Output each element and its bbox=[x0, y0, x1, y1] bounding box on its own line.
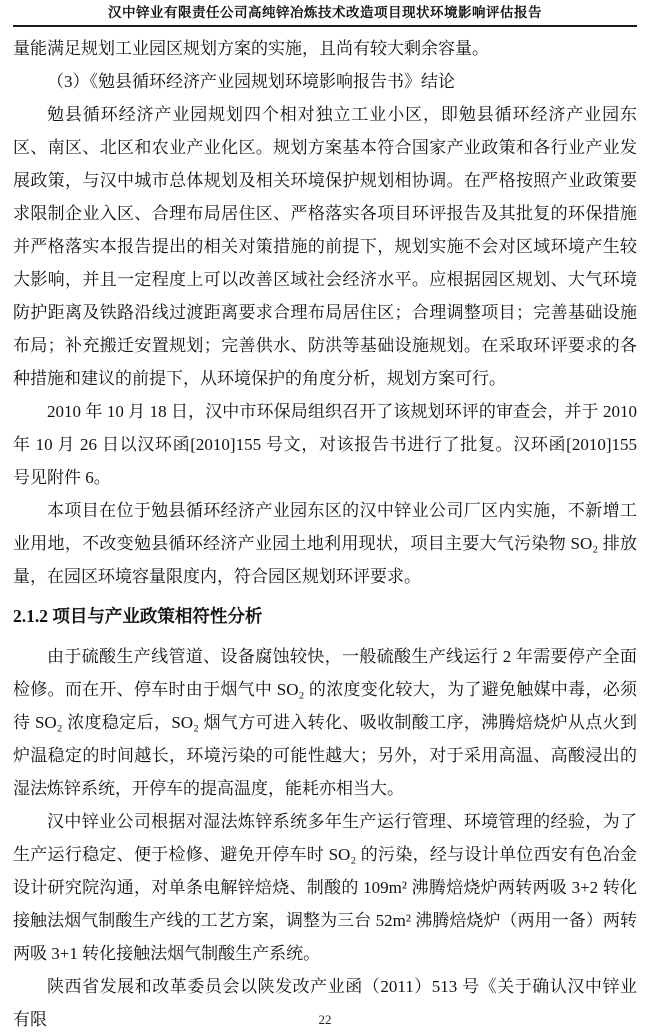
page-number: 22 bbox=[318, 1012, 332, 1027]
body-paragraph-process-adjustment: 汉中锌业公司根据对湿法炼锌系统多年生产运行管理、环境管理的经验，为了生产运行稳定、便于检修、避免开停车时 SO₂ 的污染，经与设计单位西安有色冶金设计研究院沟通，对单条电解锌焙烧、制酸的 109m² 沸腾焙烧炉两转两吸 3+2 转化接触法烟气制酸生产线的工艺方案，调整为三台 52m² 沸腾焙烧炉（两用一备）两转两吸 3+1 转化接触法烟气制酸生产系统。 bbox=[13, 812, 637, 963]
body-paragraph-ndrc-letter: 陕西省发展和改革委员会以陕发改产业函（2011）513 号《关于确认汉中锌业有限 bbox=[13, 977, 637, 1029]
body-paragraph-acid-line-maintenance: 由于硫酸生产线管道、设备腐蚀较快，一般硫酸生产线运行 2 年需要停产全面检修。而在开、停车时由于烟气中 SO₂ 的浓度变化较大，为了避免触媒中毒，必须待 SO₂ 浓度稳定后，SO₂ 烟气方可进入转化、吸收制酸工序，沸腾焙烧炉从点火到炉温稳定的时间越长，环境污染的可能性越大；另外，对于采用高温、高酸浸出的湿法炼锌系统，开停车的提高温度，能耗亦相当大。 bbox=[13, 647, 637, 798]
section-heading-2-1-2: 2.1.2 项目与产业政策相符性分析 bbox=[13, 606, 263, 626]
body-paragraph-park-planning: 勉县循环经济产业园规划四个相对独立工业小区，即勉县循环经济产业园东区、南区、北区和农业产业化区。规划方案基本符合国家产业政策和各行业产业发展政策，与汉中城市总体规划及相关环境保护规划相协调。在严格按照产业政策要求限制企业入区、合理布局居住区、严格落实各项目环评报告及其批复的环保措施并严格落实本报告提出的相关对策措施的前提下，规划实施不会对区域环境产生较大影响，并且一定程度上可以改善区域社会经济水平。应根据园区规划、大气环境防护距离及铁路沿线过渡距离要求合理布局居住区；合理调整项目；完善基础设施布局；补充搬迁安置规划；完善供水、防洪等基础设施规划。在采取环评要求的各种措施和建议的前提下，从环境保护的角度分析，规划方案可行。 bbox=[13, 105, 637, 388]
body-paragraph-continuation: 量能满足规划工业园区规划方案的实施，且尚有较大剩余容量。 bbox=[13, 39, 489, 58]
document-body bbox=[13, 32, 637, 1035]
body-paragraph-conclusion-label: （3）《勉县循环经济产业园规划环境影响报告书》结论 bbox=[47, 72, 455, 91]
body-paragraph-project-location: 本项目在位于勉县循环经济产业园东区的汉中锌业公司厂区内实施，不新增工业用地，不改变勉县循环经济产业园土地利用现状，项目主要大气污染物 SO₂ 排放量，在园区环境容量限度内，符合园区规划环评要求。 bbox=[13, 501, 637, 586]
running-header: 汉中锌业有限责任公司高纯锌冶炼技术改造项目现状环境影响评估报告 bbox=[13, 0, 637, 27]
body-paragraph-approval-dates: 2010 年 10 月 18 日，汉中市环保局组织召开了该规划环评的审查会，并于 2010 年 10 月 26 日以汉环函[2010]155 号文，对该报告书进行了批复。汉环函[2010]155 号见附件 6。 bbox=[13, 402, 637, 487]
